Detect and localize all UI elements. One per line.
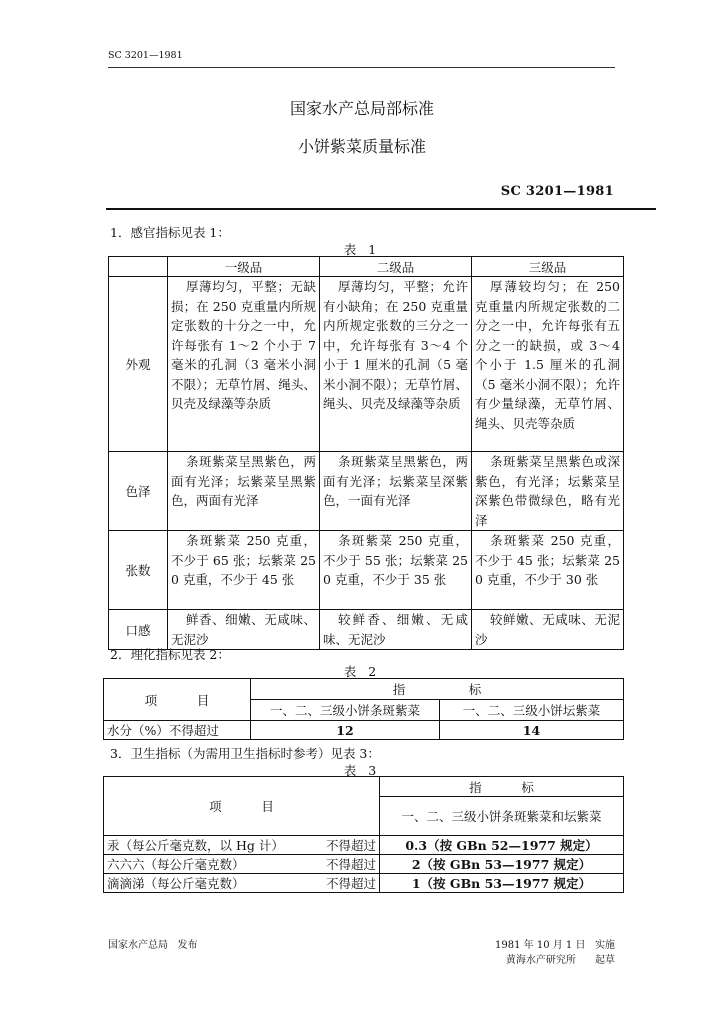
table-3-header-row (104, 777, 624, 797)
table-cell (104, 836, 380, 855)
table-row (104, 874, 624, 893)
table-1 (108, 256, 624, 650)
table-cell: 厚薄较均匀；在 250 克重量内所规定张数的二分之一中，允许每张有五分之一的缺损，或 3～4 个小于 1.5 厘米的孔洞（5 毫米小洞不限）；允许有少量绿藻，无草竹屑、绳头、贝壳等杂质 (472, 277, 624, 452)
table-2-header-row (104, 679, 624, 700)
item-limit: 不得超过 (325, 838, 376, 853)
table-row (109, 277, 624, 452)
table-cell: 厚薄均匀，平整；允许有小缺角；在 250 克重量内所规定张数的三分之一中，允许每张有 3～4 个小于 1 厘米的孔洞（5 毫米小洞不限）；无草竹屑、绳头、贝壳及绿藻等杂质 (320, 277, 472, 452)
table-cell: 条斑紫菜 250 克重，不少于 45 张；坛紫菜 250 克重，不少于 30 张 (472, 531, 624, 610)
table-cell: 条斑紫菜呈黑紫色，两面有光泽；坛紫菜呈深紫色，一面有光泽 (320, 452, 472, 531)
table-cell: 条斑紫菜呈黑紫色或深紫色，有光泽；坛紫菜呈深紫色带微绿色，略有光泽 (472, 452, 624, 531)
row-label-appearance: 外观 (109, 277, 168, 452)
section-3-heading: 3．卫生指标（为需用卫生指标时参考）见表 3： (110, 746, 380, 761)
table-cell (104, 855, 380, 874)
table-3-caption: 表 3 (343, 763, 381, 778)
table-cell: 14 (440, 721, 624, 740)
table-3 (103, 776, 624, 893)
column-header-both: 一、二、三级小饼条斑紫菜和坛紫菜 (380, 797, 624, 836)
footer-effective-date: 1981 年 10 月 1 日 实施 (495, 940, 615, 951)
table-cell: 2（按 GBn 53—1977 规定） (380, 855, 624, 874)
table-cell (104, 874, 380, 893)
table-2 (103, 678, 624, 740)
item-limit: 不得超过 (325, 876, 376, 891)
table-1-header-row (109, 257, 624, 277)
item-name: 六六六（每公斤毫克数） (107, 857, 245, 872)
column-header-tiaoban: 一、二、三级小饼条斑紫菜 (251, 700, 440, 721)
table-row (104, 721, 624, 740)
item-name: 汞（每公斤毫克数，以 Hg 计） (107, 838, 284, 853)
table-row (104, 836, 624, 855)
row-label-sheet-count: 张数 (109, 531, 168, 610)
org-title: 国家水产总局部标准 (289, 99, 434, 118)
table-cell: 条斑紫菜 250 克重，不少于 65 张；坛紫菜 250 克重，不少于 45 张 (168, 531, 320, 610)
table-cell: 条斑紫菜 250 克重，不少于 55 张；坛紫菜 250 克重，不少于 35 张 (320, 531, 472, 610)
table-row (104, 855, 624, 874)
table-row (109, 531, 624, 610)
grade-3-header: 三级品 (472, 257, 624, 277)
header-divider (108, 67, 615, 68)
item-name: 滴滴涕（每公斤毫克数） (107, 876, 245, 891)
table-1-caption: 表 1 (343, 242, 381, 257)
footer-drafter: 黄海水产研究所 起草 (505, 955, 615, 966)
table-cell: 厚薄均匀，平整；无缺损；在 250 克重量内所规定张数的十分之一中，允许每张有 1～2 个小于 7 毫米的孔洞（3 毫米小洞不限）；无草竹屑、绳头、贝壳及绿藻等杂质 (168, 277, 320, 452)
table-cell: 较鲜嫩、无咸味、无泥沙 (472, 610, 624, 650)
table-row (109, 452, 624, 531)
page-header-code: SC 3201—1981 (108, 50, 183, 61)
standard-code: SC 3201—1981 (500, 184, 614, 199)
item-limit: 不得超过 (325, 857, 376, 872)
index-header: 指 标 (251, 679, 624, 700)
table-cell: 12 (251, 721, 440, 740)
column-header-tan: 一、二、三级小饼坛紫菜 (440, 700, 624, 721)
table-cell: 较鲜香、细嫩、无咸味、无泥沙 (320, 610, 472, 650)
section-2-heading: 2．理化指标见表 2： (110, 647, 230, 662)
table-1-corner-cell (109, 257, 168, 277)
table-row (109, 610, 624, 650)
row-label-color: 色泽 (109, 452, 168, 531)
index-header: 指 标 (380, 777, 624, 797)
item-header: 项 目 (104, 679, 251, 721)
row-label-moisture: 水分（%）不得超过 (104, 721, 251, 740)
table-cell: 条斑紫菜呈黑紫色，两面有光泽；坛紫菜呈黑紫色，两面有光泽 (168, 452, 320, 531)
footer-publisher: 国家水产总局 发布 (108, 940, 198, 951)
row-label-taste: 口感 (109, 610, 168, 650)
title-divider (106, 208, 656, 210)
table-cell: 鲜香、细嫩、无咸味、无泥沙 (168, 610, 320, 650)
item-header: 项 目 (104, 777, 380, 836)
grade-1-header: 一级品 (168, 257, 320, 277)
section-1-heading: 1．感官指标见表 1： (110, 225, 230, 240)
table-2-caption: 表 2 (343, 664, 381, 679)
grade-2-header: 二级品 (320, 257, 472, 277)
doc-title: 小饼紫菜质量标准 (297, 137, 426, 156)
table-cell: 0.3（按 GBn 52—1977 规定） (380, 836, 624, 855)
table-cell: 1（按 GBn 53—1977 规定） (380, 874, 624, 893)
